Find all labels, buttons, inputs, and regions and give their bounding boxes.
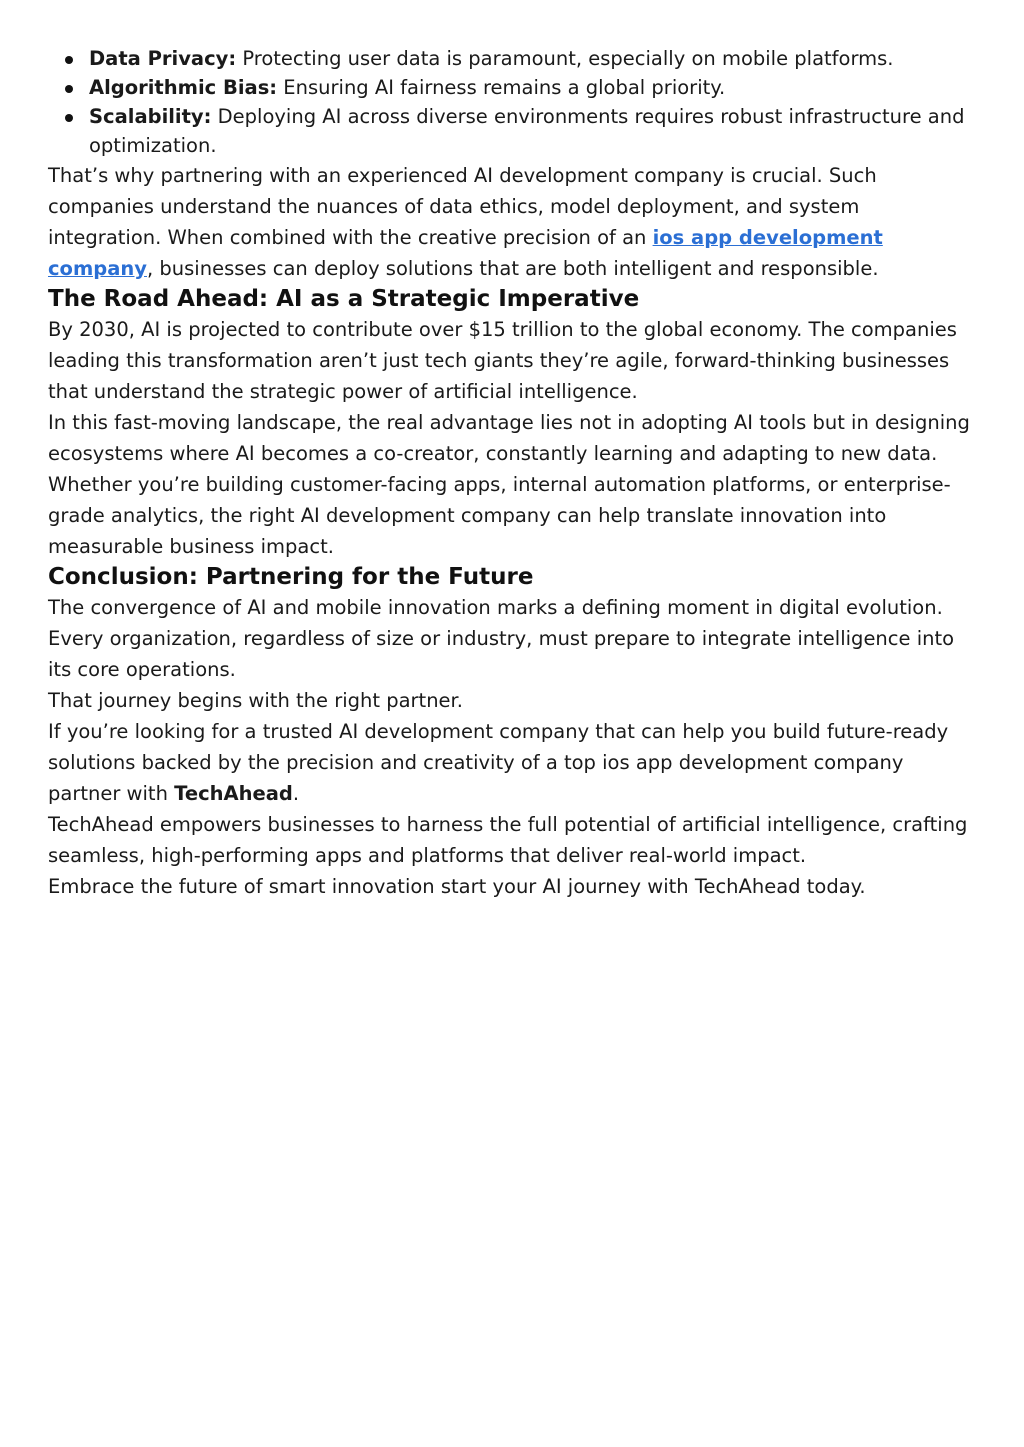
conclusion-text-line2: TechAhead empowers businesses to harness the full potential of artificial intelligence, crafting seamless, high-performing apps and platforms that deliver real-world impact. bbox=[48, 813, 968, 867]
conclusion-paragraph-1: The convergence of AI and mobile innovation marks a defining moment in digital evolution. Every organization, regardless of size or industry, must prepare to integrate intelligence into its core operations. bbox=[48, 596, 955, 681]
list-item-label: Data Privacy: bbox=[89, 47, 237, 70]
list-item-text: Deploying AI across diverse environments requires robust infrastructure and optimization. bbox=[89, 105, 965, 157]
partner-text-after: , businesses can deploy solutions that are both intelligent and responsible. bbox=[147, 257, 879, 280]
list-item-text: Ensuring AI fairness remains a global priority. bbox=[277, 76, 726, 99]
conclusion-heading: Conclusion: Partnering for the Future bbox=[48, 564, 534, 590]
conclusion-text-after: . bbox=[292, 782, 300, 805]
list-item bbox=[89, 102, 976, 160]
conclusion-paragraph-4: Embrace the future of smart innovation start your AI journey with TechAhead today. bbox=[48, 875, 866, 898]
challenges-list bbox=[48, 44, 976, 160]
road-ahead-paragraph-1: By 2030, AI is projected to contribute over $15 trillion to the global economy. The companies leading this transformation aren’t just tech giants they’re agile, forward-thinking businesses that understand the strategic power of artificial intelligence. bbox=[48, 318, 957, 403]
road-ahead-paragraph-3: Whether you’re building customer-facing apps, internal automation platforms, or enterprise-grade analytics, the right AI development company can help translate innovation into measurable business impact. bbox=[48, 473, 951, 558]
list-item-label: Algorithmic Bias: bbox=[89, 76, 278, 99]
list-item bbox=[89, 73, 976, 102]
conclusion-paragraph-3 bbox=[48, 716, 976, 871]
bullet-icon bbox=[65, 114, 73, 122]
list-item bbox=[89, 44, 976, 73]
conclusion-paragraph-2: That journey begins with the right partner. bbox=[48, 689, 463, 712]
road-ahead-paragraph-2: In this fast-moving landscape, the real advantage lies not in adopting AI tools but in designing ecosystems where AI becomes a co-creator, constantly learning and adapting to new data. bbox=[48, 411, 970, 465]
road-ahead-heading: The Road Ahead: AI as a Strategic Imperative bbox=[48, 286, 640, 312]
ios-app-development-link[interactable]: ios app development company bbox=[48, 226, 883, 280]
list-item-label: Scalability: bbox=[89, 105, 212, 128]
list-item-text: Protecting user data is paramount, especially on mobile platforms. bbox=[236, 47, 894, 70]
partner-paragraph bbox=[48, 160, 976, 284]
conclusion-text-before: If you’re looking for a trusted AI development company that can help you build future-ready solutions backed by the precision and creativity of a top ios app development company partner with bbox=[48, 720, 949, 805]
brand-name: TechAhead bbox=[174, 782, 293, 805]
bullet-icon bbox=[65, 56, 73, 64]
bullet-icon bbox=[65, 85, 73, 93]
partner-text-before: That’s why partnering with an experienced AI development company is crucial. Such companies understand the nuances of data ethics, model deployment, and system integration. When combined with the creative precision of an bbox=[48, 164, 877, 249]
